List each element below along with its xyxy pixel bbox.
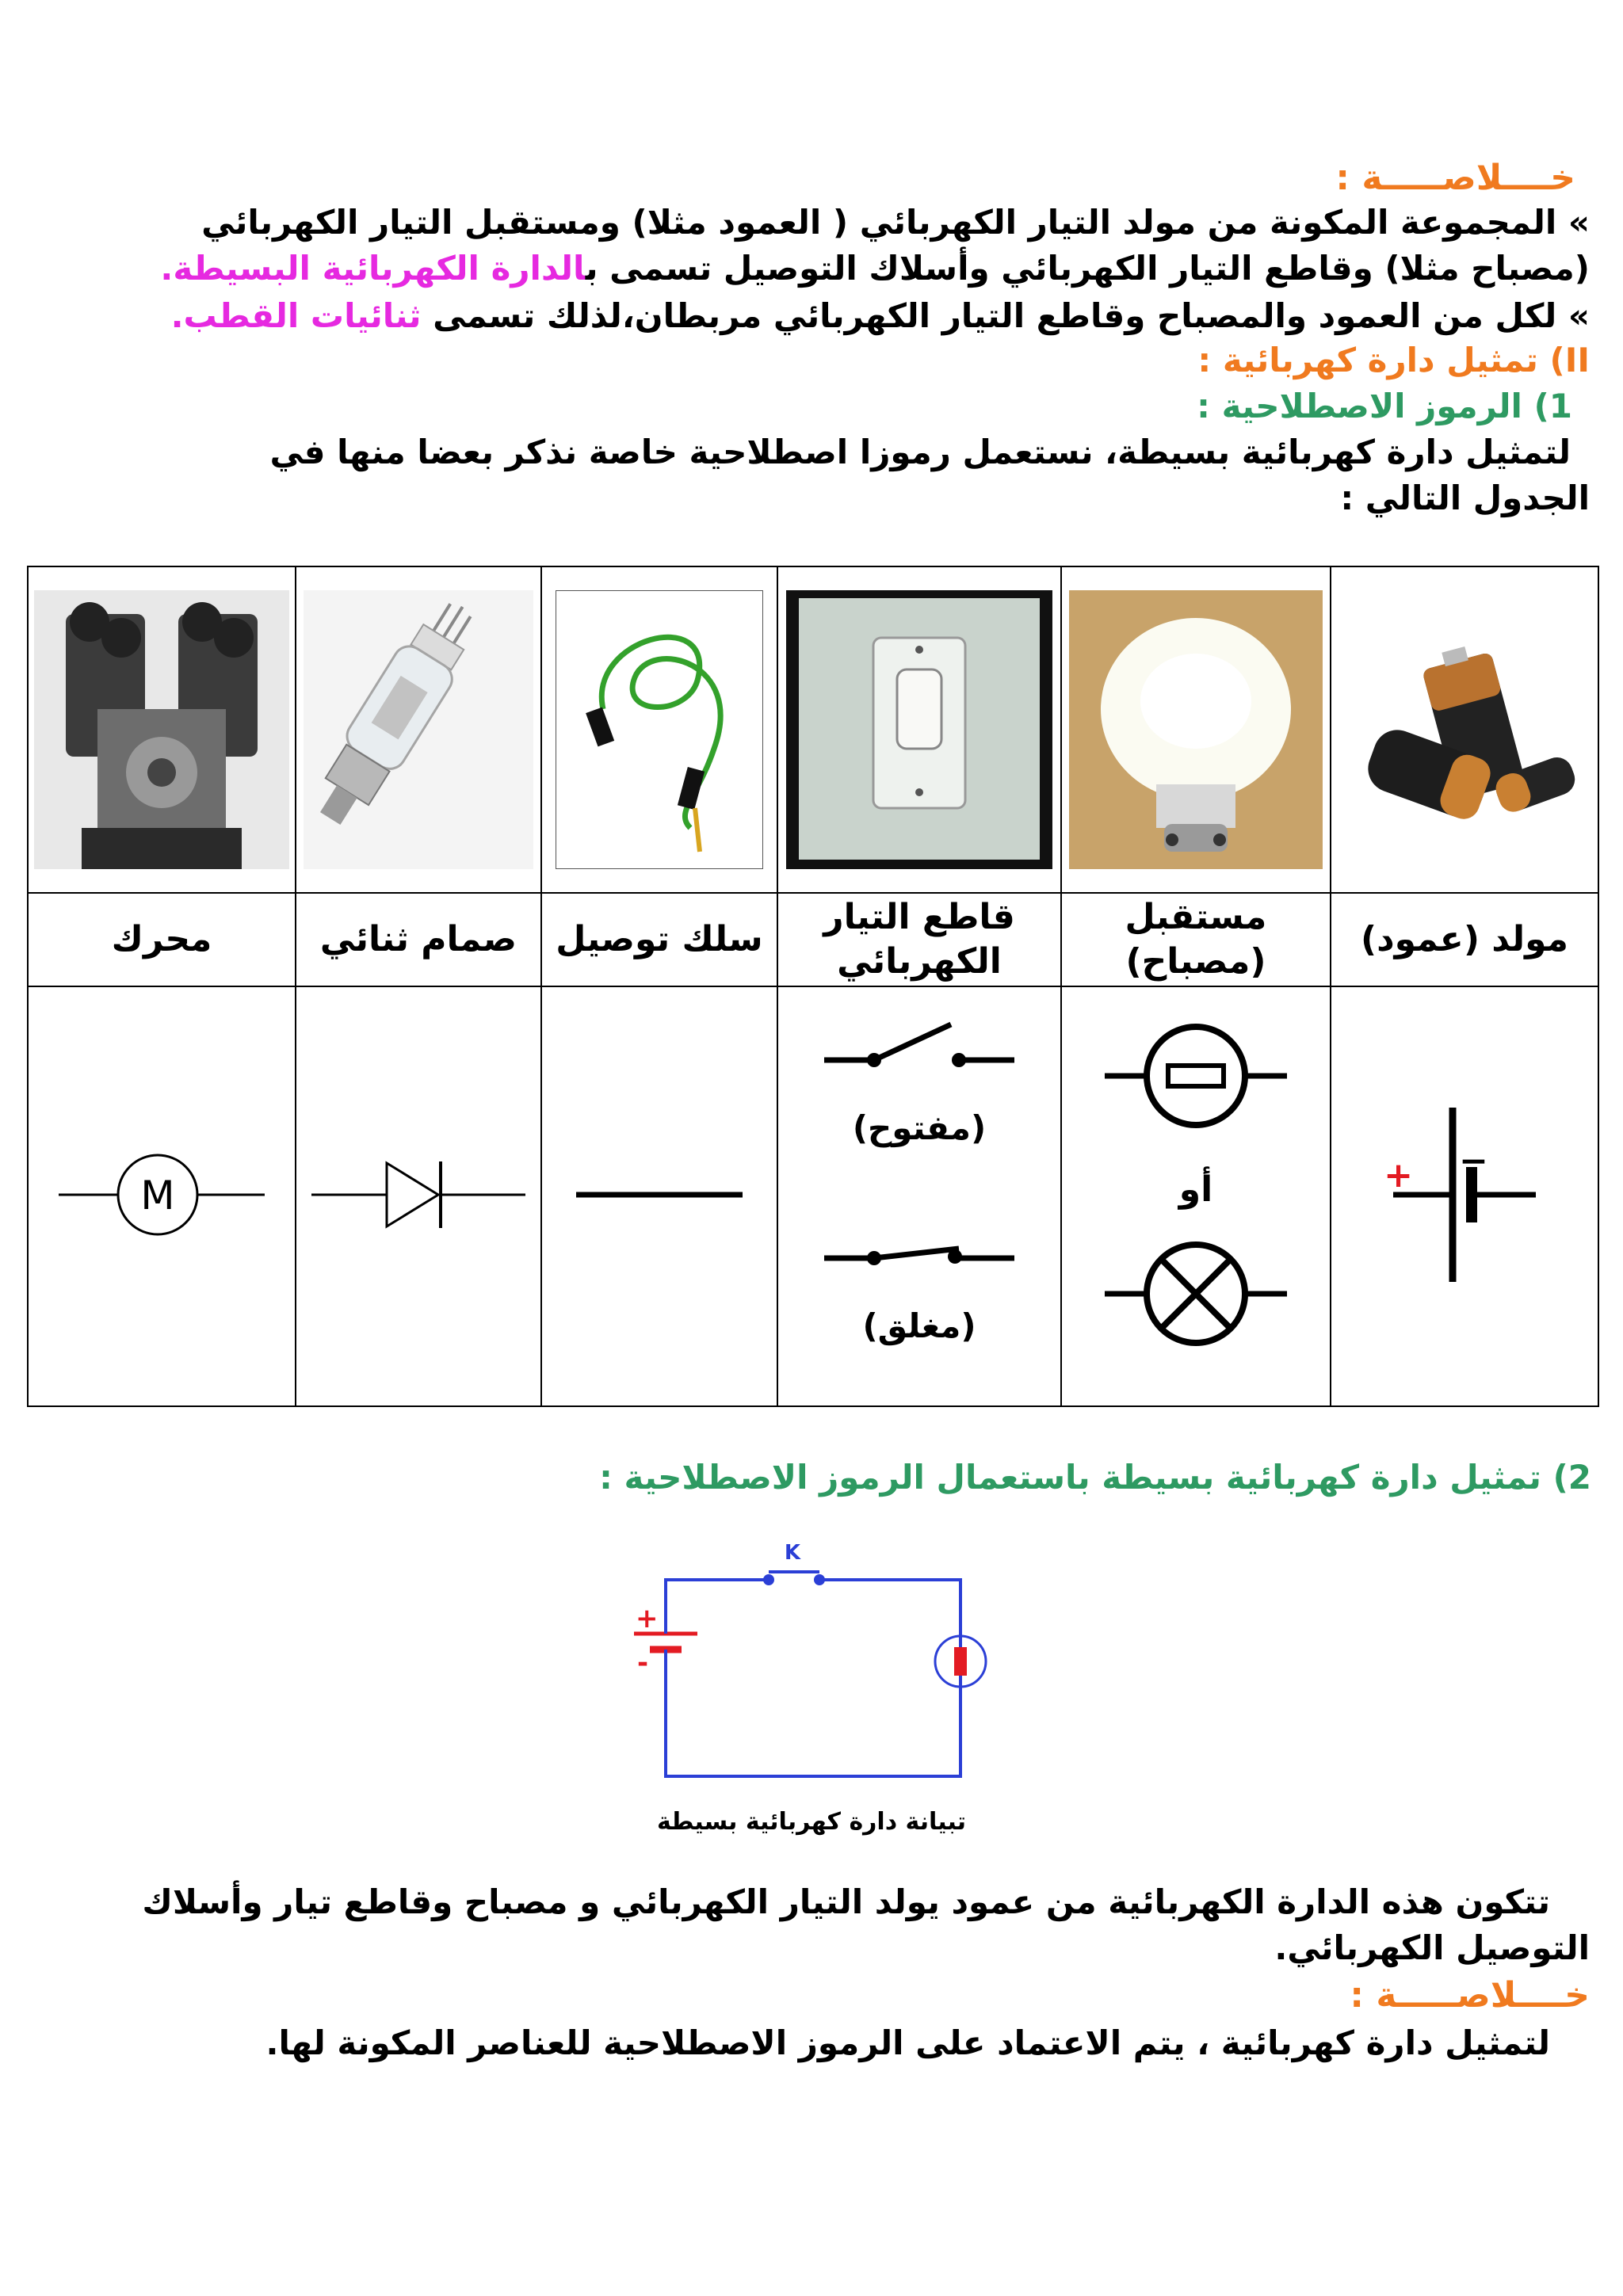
switch-photo	[786, 590, 1052, 869]
switch-symbols	[816, 1013, 1022, 1377]
lamp-or: أو	[1178, 1169, 1213, 1210]
header-lamp: مستقبل (مصباح)	[1061, 893, 1331, 986]
battery-minus: −	[1459, 1141, 1488, 1181]
symbols-table	[27, 566, 1599, 1407]
summary-line-2	[160, 246, 1590, 292]
header-generator: مولد (عمود)	[1331, 893, 1598, 986]
diode-symbol	[307, 1147, 529, 1242]
term-dipoles: ثنائيات القطب.	[170, 296, 422, 335]
switch-open-label: (مفتوح)	[852, 1108, 987, 1147]
circuit-plus: +	[636, 1603, 659, 1634]
intro-line-1: لتمثيل دارة كهربائية بسيطة، نستعمل رموزا اصطلاحية خاصة نذكر بعضا منها في	[269, 433, 1571, 471]
lamp-symbol-cell	[1061, 986, 1331, 1406]
battery-plus: +	[1385, 1155, 1413, 1196]
wire-symbol	[572, 1179, 747, 1211]
summary2-heading: خــــلاصـــــة :	[1350, 1975, 1590, 2016]
header-switch: قاطع التيار الكهربائي	[777, 893, 1061, 986]
header-motor: محرك	[28, 893, 296, 986]
circuit-para-1: تتكون هذه الدارة الكهربائية من عمود يولد التيار الكهربائي و مصباح وقاطع تيار وأسلاك	[142, 1882, 1550, 1921]
switch-symbol-cell	[777, 986, 1061, 1406]
battery-symbol	[1385, 1100, 1544, 1290]
engine-photo	[34, 590, 289, 869]
header-wire: سلك توصيل	[541, 893, 777, 986]
diode-photo-cell	[296, 566, 541, 893]
lamp-photo-cell	[1061, 566, 1331, 893]
summary-line-1: » المجموعة المكونة من مولد التيار الكهربائي ( العمود مثلا) ومستقبل التيار الكهربائي	[201, 203, 1590, 242]
switch-closed-label: (مغلق)	[862, 1306, 976, 1345]
motor-symbol-cell	[28, 986, 296, 1406]
motor-symbol	[55, 1147, 269, 1242]
battery-symbol-cell	[1331, 986, 1598, 1406]
battery-photo-cell	[1331, 566, 1598, 893]
circuit-diagram	[618, 1531, 1014, 1848]
circuit-para-2: التوصيل الكهربائي.	[1274, 1928, 1590, 1967]
switch-k-label: K	[784, 1541, 801, 1565]
section-title: II) تمثيل دارة كهربائية :	[1197, 341, 1590, 379]
intro-line-2: الجدول التالي :	[1340, 479, 1590, 517]
subsection-2-title: 2) تمثيل دارة كهربائية بسيطة باستعمال الرموز الاصطلاحية :	[599, 1458, 1591, 1497]
wire-symbol-cell	[541, 986, 777, 1406]
battery-photo	[1346, 611, 1583, 849]
diode-photo	[304, 590, 533, 869]
summary-line-3-text: » لكل من العمود والمصباح وقاطع التيار الكهربائي مربطان،لذلك تسمى	[421, 296, 1590, 335]
wire-photo	[556, 590, 763, 869]
engine-photo-cell	[28, 566, 296, 893]
header-diode: صمام ثنائي	[296, 893, 541, 986]
circuit-caption: تبيانة دارة كهربائية بسيطة	[656, 1808, 967, 1836]
wire-photo-cell	[541, 566, 777, 893]
switch-photo-cell	[777, 566, 1061, 893]
summary-line-2-text: (مصباح مثلا) وقاطع التيار الكهربائي وأسلاك التوصيل تسمى ب	[585, 249, 1590, 288]
lamp-photo	[1069, 590, 1323, 869]
circuit-minus: -	[637, 1647, 649, 1679]
diode-symbol-cell	[296, 986, 541, 1406]
summary-heading: خــــلاصـــــة :	[1335, 158, 1575, 198]
term-simple-circuit: الدارة الكهربائية البسيطة.	[160, 249, 586, 288]
summary-line-3	[171, 293, 1590, 339]
subsection-1-title: 1) الرموز الاصطلاحية :	[1197, 387, 1572, 425]
summary2-text: لتمثيل دارة كهربائية ، يتم الاعتماد على الرموز الاصطلاحية للعناصر المكونة لها.	[265, 2023, 1550, 2062]
motor-letter: M	[140, 1173, 175, 1219]
lamp-symbols	[1101, 1020, 1291, 1369]
